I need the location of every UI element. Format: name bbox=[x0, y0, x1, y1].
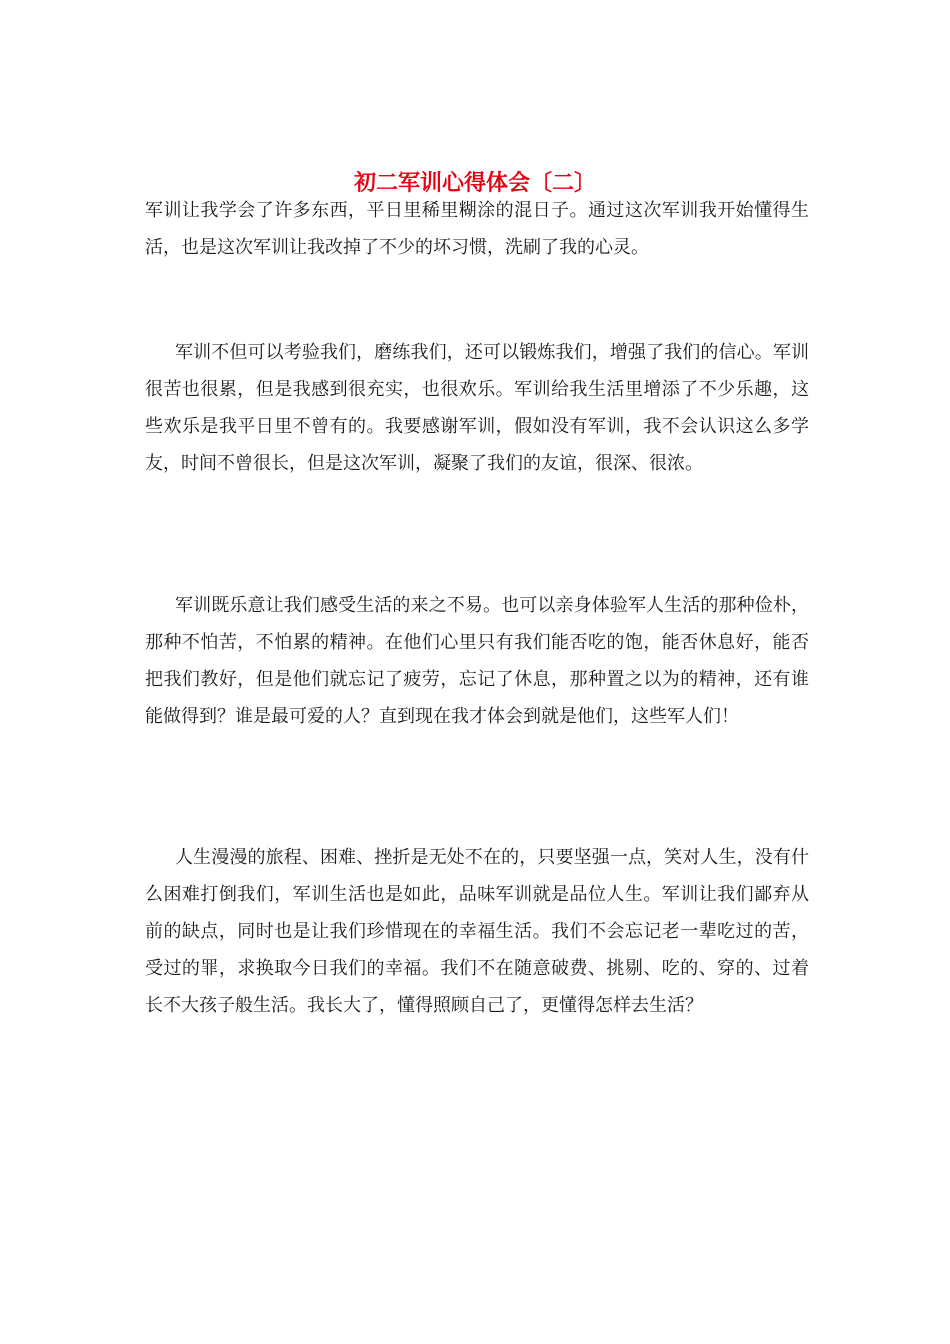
document-title: 初二军训心得体会〔二〕 bbox=[353, 169, 596, 196]
paragraph-3: 军训既乐意让我们感受生活的来之不易。也可以亲身体验军人生活的那种俭朴，那种不怕苦，不怕累的精神。在他们心里只有我们能否吃的饱，能否休息好，能否把我们教好，但是他们就忘记了疲劳，忘记了休息，那种置之以为的精神，还有谁能做得到？谁是最可爱的人？直到现在我才体会到就是他们，这些军人们！ bbox=[145, 595, 809, 727]
paragraph-2: 军训不但可以考验我们，磨练我们，还可以锻炼我们，增强了我们的信心。军训很苦也很累，但是我感到很充实，也很欢乐。军训给我生活里增添了不少乐趣，这些欢乐是我平日里不曾有的。我要感谢军训，假如没有军训，我不会认识这么多学友，时间不曾很长，但是这次军训，凝聚了我们的友谊，很深、很浓。 bbox=[145, 342, 809, 474]
paragraph-intro: 军训让我学会了许多东西，平日里稀里糊涂的混日子。通过这次军训我开始懂得生活，也是这次军训让我改掉了不少的坏习惯，洗刷了我的心灵。 bbox=[145, 200, 809, 258]
paragraph-4: 人生漫漫的旅程、困难、挫折是无处不在的，只要坚强一点，笑对人生，没有什么困难打倒我们，军训生活也是如此，品味军训就是品位人生。军训让我们鄙弃从前的缺点，同时也是让我们珍惜现在的幸福生活。我们不会忘记老一辈吃过的苦，受过的罪，求换取今日我们的幸福。我们不在随意破费、挑剔、吃的、穿的、过着长不大孩子般生活。我长大了，懂得照顾自己了，更懂得怎样去生活？ bbox=[145, 847, 809, 1016]
